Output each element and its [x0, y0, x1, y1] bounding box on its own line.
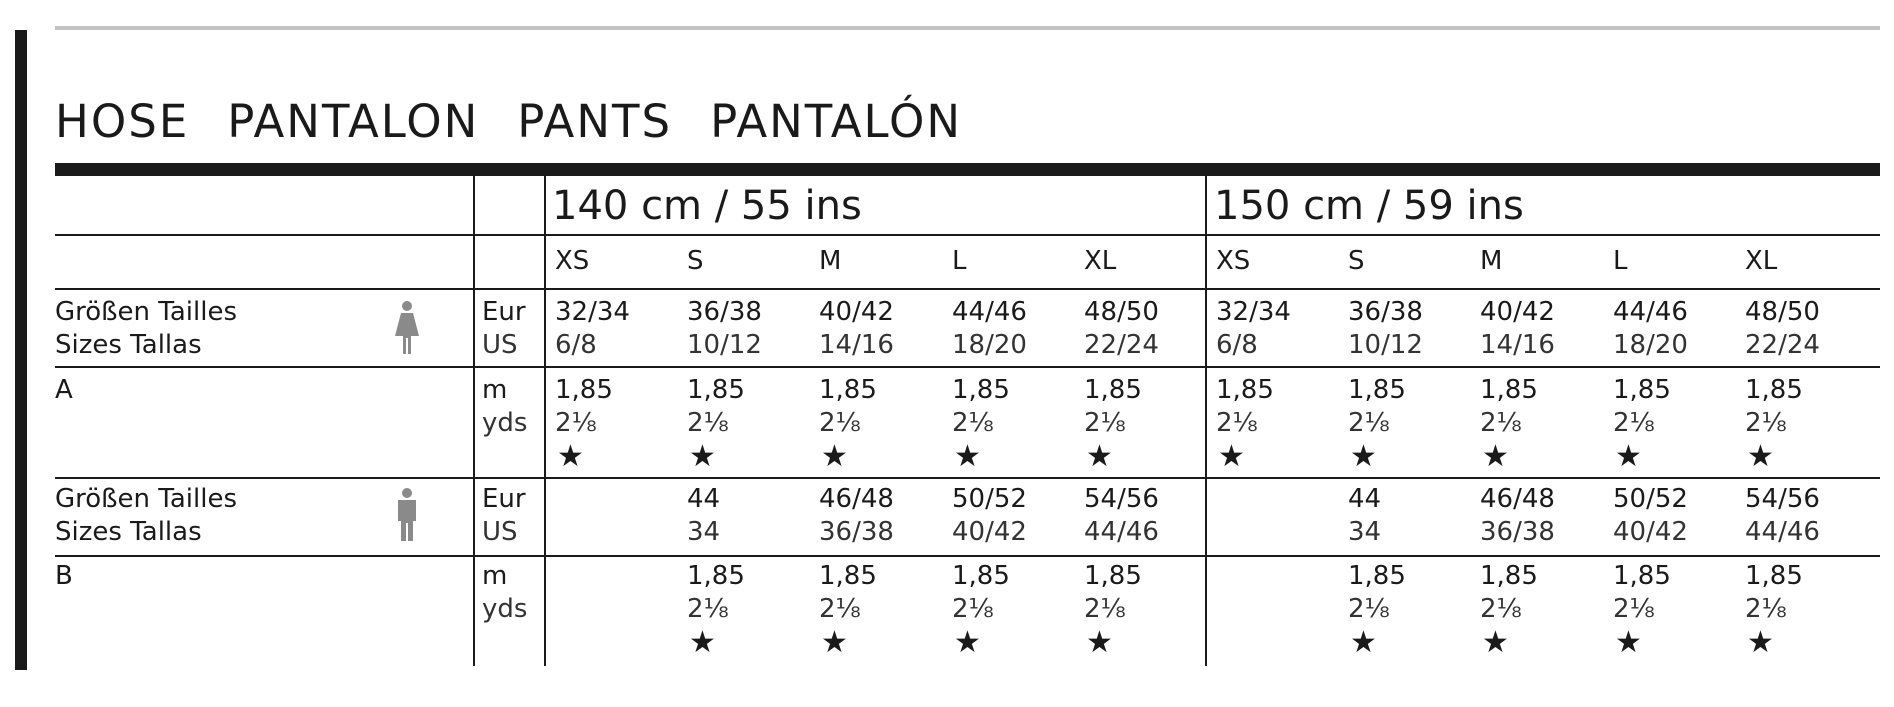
view-b-yards-cell: 2⅛ [1480, 594, 1522, 624]
view-a-yards-cell: 2⅛ [1216, 408, 1258, 438]
top-rule [55, 26, 1880, 30]
unit-us: US [482, 330, 518, 360]
view-b-meters-cell: 1,85 [819, 561, 877, 591]
size-label: Größen Tailles [55, 297, 238, 327]
star-icon: ★ [1615, 625, 1642, 660]
view-b-meters-cell: 1,85 [952, 561, 1010, 591]
row-divider [55, 555, 1880, 557]
men-eur-cell: 54/56 [1084, 484, 1159, 514]
view-a-meters-cell: 1,85 [555, 375, 613, 405]
men-us-cell: 34 [687, 517, 721, 547]
men-eur-cell: 44 [687, 484, 721, 514]
size-label: Sizes Tallas [55, 517, 202, 547]
view-b-meters-cell: 1,85 [1084, 561, 1142, 591]
view-a-yards-cell: 2⅛ [1084, 408, 1126, 438]
women-eur-cell: 48/50 [1745, 297, 1820, 327]
view-a-yards-cell: 2⅛ [555, 408, 597, 438]
row-divider [55, 477, 1880, 479]
star-icon: ★ [1482, 625, 1509, 660]
women-eur-cell: 48/50 [1084, 297, 1159, 327]
women-eur-cell: 44/46 [952, 297, 1027, 327]
view-a-meters-cell: 1,85 [1216, 375, 1274, 405]
left-margin-bar [15, 30, 27, 670]
star-icon: ★ [689, 439, 716, 474]
woman-figure-icon [392, 300, 422, 356]
view-b-yards-cell: 2⅛ [1745, 594, 1787, 624]
women-eur-cell: 32/34 [1216, 297, 1291, 327]
star-icon: ★ [821, 625, 848, 660]
view-b-yards-cell: 2⅛ [952, 594, 994, 624]
women-us-cell: 10/12 [1348, 330, 1423, 360]
men-eur-cell: 44 [1348, 484, 1382, 514]
size-header: XS [1216, 246, 1251, 276]
unit-m: m [482, 375, 508, 405]
view-b-yards-cell: 2⅛ [1348, 594, 1390, 624]
size-header: L [952, 246, 967, 276]
row-divider [55, 366, 1880, 368]
size-label: Größen Tailles [55, 484, 238, 514]
view-a-yards-cell: 2⅛ [687, 408, 729, 438]
size-header: XL [1084, 246, 1117, 276]
women-us-cell: 6/8 [555, 330, 597, 360]
women-us-cell: 22/24 [1745, 330, 1820, 360]
view-b-meters-cell: 1,85 [1613, 561, 1671, 591]
star-icon: ★ [1747, 439, 1774, 474]
men-us-cell: 36/38 [819, 517, 894, 547]
view-b-meters-cell: 1,85 [687, 561, 745, 591]
man-figure-icon [394, 487, 420, 543]
column-divider [473, 176, 475, 666]
unit-eur: Eur [482, 297, 526, 327]
unit-yds: yds [482, 408, 528, 438]
women-us-cell: 14/16 [819, 330, 894, 360]
unit-eur: Eur [482, 484, 526, 514]
men-eur-cell: 46/48 [819, 484, 894, 514]
star-icon: ★ [1747, 625, 1774, 660]
view-a-meters-cell: 1,85 [1745, 375, 1803, 405]
view-a-meters-cell: 1,85 [1084, 375, 1142, 405]
view-b-yards-cell: 2⅛ [1613, 594, 1655, 624]
view-b-meters-cell: 1,85 [1480, 561, 1538, 591]
star-icon: ★ [1218, 439, 1245, 474]
header-rule [55, 163, 1880, 176]
view-b-meters-cell: 1,85 [1745, 561, 1803, 591]
view-b-yards-cell: 2⅛ [687, 594, 729, 624]
women-eur-cell: 40/42 [1480, 297, 1555, 327]
view-b-yards-cell: 2⅛ [819, 594, 861, 624]
men-us-cell: 40/42 [952, 517, 1027, 547]
view-label-a: A [55, 375, 73, 405]
size-header: M [1480, 246, 1503, 276]
women-us-cell: 18/20 [1613, 330, 1688, 360]
men-us-cell: 36/38 [1480, 517, 1555, 547]
women-eur-cell: 40/42 [819, 297, 894, 327]
view-label-b: B [55, 561, 73, 591]
row-divider [55, 234, 1880, 236]
women-us-cell: 6/8 [1216, 330, 1258, 360]
women-us-cell: 22/24 [1084, 330, 1159, 360]
men-us-cell: 44/46 [1084, 517, 1159, 547]
title-de: HOSE [55, 95, 190, 148]
column-divider [544, 176, 546, 666]
unit-m: m [482, 561, 508, 591]
unit-yds: yds [482, 594, 528, 624]
view-a-meters-cell: 1,85 [1480, 375, 1538, 405]
star-icon: ★ [1615, 439, 1642, 474]
view-a-yards-cell: 2⅛ [1480, 408, 1522, 438]
star-icon: ★ [1086, 625, 1113, 660]
women-eur-cell: 36/38 [687, 297, 762, 327]
column-divider [1205, 176, 1207, 666]
women-eur-cell: 44/46 [1613, 297, 1688, 327]
men-us-cell: 34 [1348, 517, 1382, 547]
star-icon: ★ [557, 439, 584, 474]
title-es: PANTALÓN [710, 95, 963, 148]
size-header: XL [1745, 246, 1778, 276]
view-a-yards-cell: 2⅛ [952, 408, 994, 438]
star-icon: ★ [1350, 625, 1377, 660]
men-eur-cell: 50/52 [1613, 484, 1688, 514]
women-us-cell: 10/12 [687, 330, 762, 360]
view-b-yards-cell: 2⅛ [1084, 594, 1126, 624]
women-eur-cell: 36/38 [1348, 297, 1423, 327]
view-a-yards-cell: 2⅛ [1613, 408, 1655, 438]
page-title [55, 95, 1000, 148]
size-header: M [819, 246, 842, 276]
women-us-cell: 18/20 [952, 330, 1027, 360]
size-header: S [687, 246, 704, 276]
star-icon: ★ [689, 625, 716, 660]
star-icon: ★ [954, 625, 981, 660]
view-a-yards-cell: 2⅛ [819, 408, 861, 438]
view-a-meters-cell: 1,85 [819, 375, 877, 405]
size-header: S [1348, 246, 1365, 276]
title-fr: PANTALON [227, 95, 480, 148]
unit-us: US [482, 517, 518, 547]
star-icon: ★ [1482, 439, 1509, 474]
star-icon: ★ [821, 439, 848, 474]
row-divider [55, 288, 1880, 290]
size-header: L [1613, 246, 1628, 276]
women-us-cell: 14/16 [1480, 330, 1555, 360]
width-header-150: 150 cm / 59 ins [1214, 183, 1524, 229]
size-label: Sizes Tallas [55, 330, 202, 360]
men-eur-cell: 54/56 [1745, 484, 1820, 514]
star-icon: ★ [954, 439, 981, 474]
view-a-meters-cell: 1,85 [1348, 375, 1406, 405]
view-b-meters-cell: 1,85 [1348, 561, 1406, 591]
view-a-meters-cell: 1,85 [1613, 375, 1671, 405]
men-us-cell: 44/46 [1745, 517, 1820, 547]
view-a-meters-cell: 1,85 [952, 375, 1010, 405]
women-eur-cell: 32/34 [555, 297, 630, 327]
men-us-cell: 40/42 [1613, 517, 1688, 547]
men-eur-cell: 46/48 [1480, 484, 1555, 514]
view-a-meters-cell: 1,85 [687, 375, 745, 405]
star-icon: ★ [1350, 439, 1377, 474]
men-eur-cell: 50/52 [952, 484, 1027, 514]
title-en: PANTS [517, 95, 673, 148]
star-icon: ★ [1086, 439, 1113, 474]
view-a-yards-cell: 2⅛ [1348, 408, 1390, 438]
width-header-140: 140 cm / 55 ins [552, 183, 862, 229]
size-header: XS [555, 246, 590, 276]
view-a-yards-cell: 2⅛ [1745, 408, 1787, 438]
